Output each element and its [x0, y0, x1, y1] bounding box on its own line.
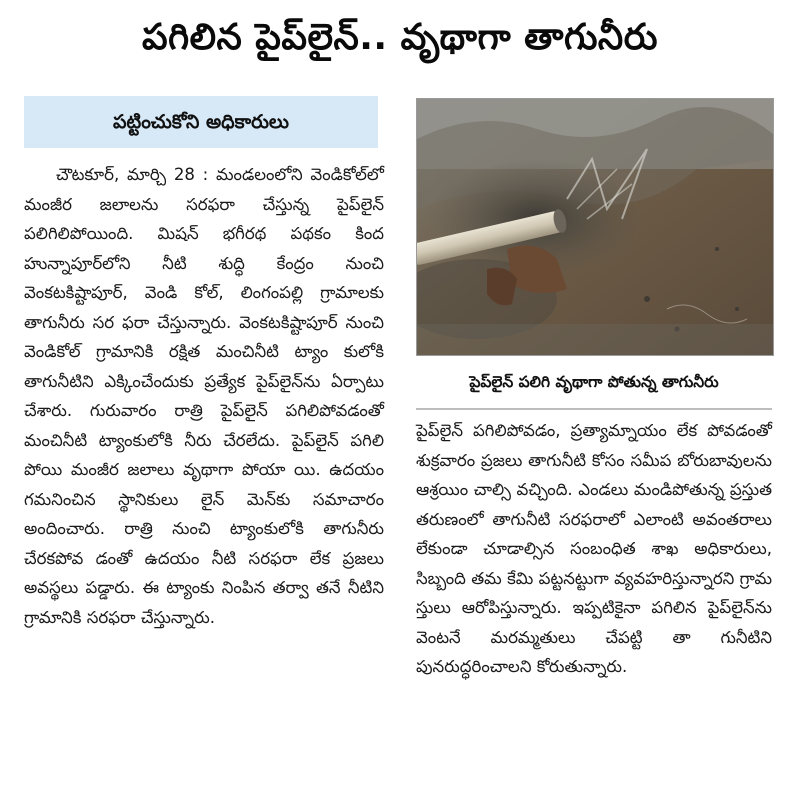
- article-paragraph-left: చౌటకూర్, మార్చి 28 : మండలంలోని వెండికోల్‌లో మంజీర జలాలను సరఫరా చేస్తున్న పైప్‌లైన్ పలిగిలిపోయింది. మిషన్ భగీరథ పథకం కింద హున్నాపూర్‌లోని నీటి శుద్ధి కేంద్రం నుంచి వెంకటకిష్టాపూర్, వెండి కోల్, లింగంపల్లి గ్రామాలకు తాగునీరు సర ఫరా చేస్తున్నారు. వెంకటకిష్టాపూర్ నుంచి వెండికోల్ గ్రామానికి రక్షిత మంచినీటి ట్యాం కులోకి తాగునీటిని ఎక్కించేందుకు ప్రత్యేక పైప్‌లైన్‌ను ఏర్పాటు చేశారు. గురువారం రాత్రి పైప్‌లైన్ పగిలిపోవడంతో మంచినీటి ట్యాంకులోకి నీరు చేరలేదు. పైప్‌లైన్ పగిలి పోయి మంజీర జలాలు వృథాగా పోయా యి. ఉదయం గమనించిన స్థానికులు లైన్ మెన్‌కు సమాచారం అందించారు. రాత్రి నుంచి ట్యాంకులోకి తాగునీరు చేరకపోవ డంతో ఉదయం నీటి సరఫరా లేక ప్రజలు అవస్థలు పడ్డారు. ఈ ట్యాంకు నింపిన తర్వా తనే నీటిని గ్రామానికి సరఫరా చేస్తున్నారు.: [24, 165, 384, 627]
- article-paragraph-right: పైప్‌లైన్ పగిలిపోవడం, ప్రత్యామ్నాయం లేక పోవడంతో శుక్రవారం ప్రజలు తాగునీటి కోసం సమీప బోరుబావులను ఆశ్రయిం చాల్సి వచ్చింది. ఎండలు మండిపోతున్న ప్రస్తుత తరుణంలో తాగునీటి సరఫరాలో ఎలాంటి అవంతరాలు లేకుండా చూడాల్సిన సంబంధిత శాఖ అధికారులు, సిబ్బంది తమ కేమి పట్టనట్టుగా వ్యవహరిస్తున్నారని గ్రామ స్తులు ఆరోపిస్తున్నారు. ఇప్పటికైనా పగిలిన పైప్‌లైన్‌ను వెంటనే మరమ్మతులు చేపట్టి తా గునీటిని పునరుద్ధరించాలని కోరుతున్నారు.: [416, 421, 772, 676]
- article-body-left-column: [24, 160, 384, 632]
- article-photo: [416, 98, 774, 356]
- subheadline: పట్టించుకోని అధికారులు: [24, 96, 378, 148]
- article-body-right-column: [416, 416, 772, 682]
- photo-caption: పైప్‌లైన్ పలిగి వృథాగా పోతున్న తాగునీరు: [469, 373, 719, 391]
- headline: పగిలిన పైప్‌లైన్.. వృథాగా తాగునీరు: [141, 17, 659, 58]
- burst-pipeline-photo: [417, 99, 773, 355]
- caption-divider: [416, 408, 772, 410]
